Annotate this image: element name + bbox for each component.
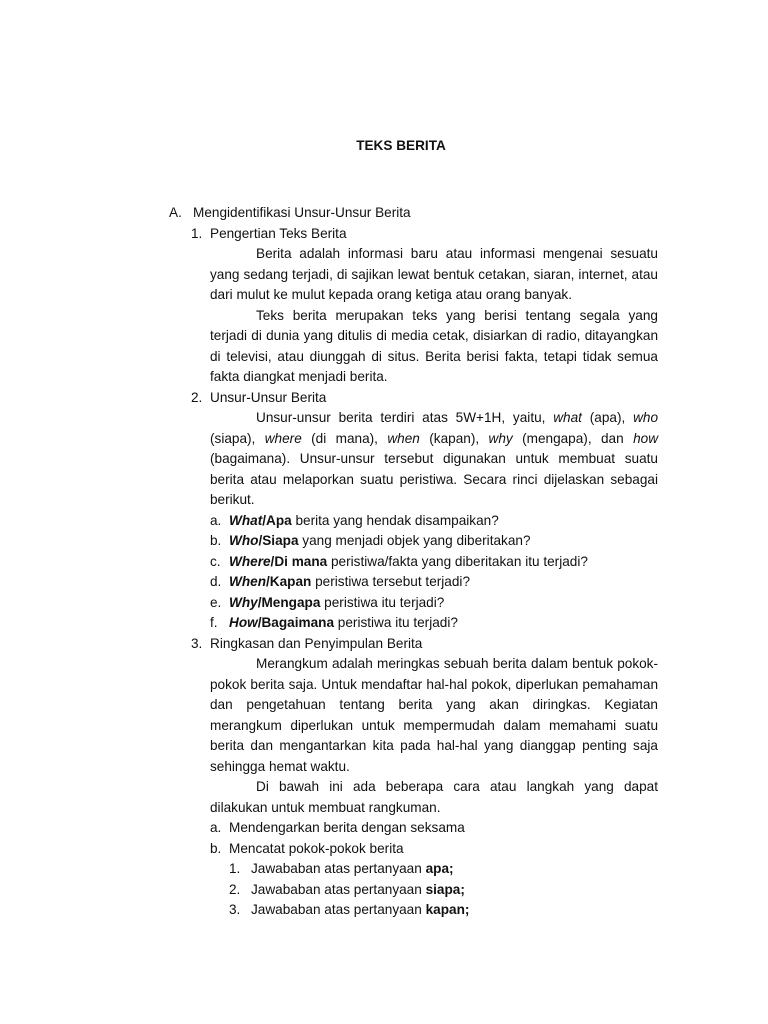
list-item: f. How/Bagaimana peristiwa itu terjadi? [210,615,458,630]
item-number: 1. [191,225,203,241]
document-title: TEKS BERITA [356,138,446,153]
list-item: 2. Jawababan atas pertanyaan siapa; [229,881,465,897]
item-heading-text: Ringkasan dan Penyimpulan Berita [210,635,423,651]
paragraph: Teks berita merupakan teks yang berisi tentang segala yang terjadi di dunia yang ditulis di media cetak, disiarkan di radio, ditayangkan di televisi, atau diunggah di situs. Berita berisi fakta, tetapi tidak semua fakta diangkat menjadi berita. [210,307,658,384]
item-heading [191,224,658,245]
list-item: d. When/Kapan peristiwa tersebut terjadi? [210,574,470,589]
item-heading [191,634,658,655]
paragraph: Berita adalah informasi baru atau informasi mengenai sesuatu yang sedang terjadi, di sajikan lewat bentuk cetakan, siaran, internet, atau dari mulut ke mulut kepada orang ketiga atau orang banyak. [210,246,658,302]
item-number: 2. [191,389,203,405]
list-item: c. Where/Di mana peristiwa/fakta yang diberitakan itu terjadi? [210,553,588,569]
item-body [210,408,658,511]
section-heading-text: Mengidentifikasi Unsur-Unsur Berita [193,205,411,220]
item-body [210,654,658,818]
list-item: b. Who/Siapa yang menjadi objek yang diberitakan? [210,533,531,548]
question-list [210,511,658,634]
item-number: 3. [191,635,203,651]
list-item: b. Mencatat pokok-pokok berita [210,840,404,856]
paragraph: Merangkum adalah meringkas sebuah berita dalam bentuk pokok-pokok berita saja. Untuk mendaftar hal-hal pokok, diperlukan pemahaman dan pengetahuan tentang berita yang akan diringkas. Kegiatan merangkum diperlukan untuk mempermudah dalam memahami suatu berita dan mengantarkan kita pada hal-hal yang dianggap penting saja sehingga hemat waktu. [210,656,658,774]
item-heading-text: Unsur-Unsur Berita [210,389,327,405]
list-item: a. Mendengarkan berita dengan seksama [210,820,465,835]
paragraph: Di bawah ini ada beberapa cara atau langkah yang dapat dilakukan untuk membuat rangkuman. [210,779,658,815]
item-heading [191,388,658,409]
document-content [169,203,658,921]
section-marker: A. [169,205,182,220]
step-list [210,818,658,859]
substep-list [229,859,658,921]
list-item: 3. Jawababan atas pertanyaan kapan; [229,902,470,917]
item-body [210,244,658,388]
section-heading [169,203,658,224]
paragraph: Unsur-unsur berita terdiri atas 5W+1H, yaitu, what (apa), who (siapa), where (di mana), when (kapan), why (mengapa), dan how (bagaimana). Unsur-unsur tersebut digunakan untuk membuat suatu berita atau melaporkan suatu peristiwa. Secara rinci dijelaskan sebagai berikut. [210,410,659,507]
item-heading-text: Pengertian Teks Berita [210,225,347,241]
list-item: a. What/Apa berita yang hendak disampaikan? [210,512,499,528]
list-item: e. Why/Mengapa peristiwa itu terjadi? [210,594,445,610]
list-item: 1. Jawababan atas pertanyaan apa; [229,861,454,876]
